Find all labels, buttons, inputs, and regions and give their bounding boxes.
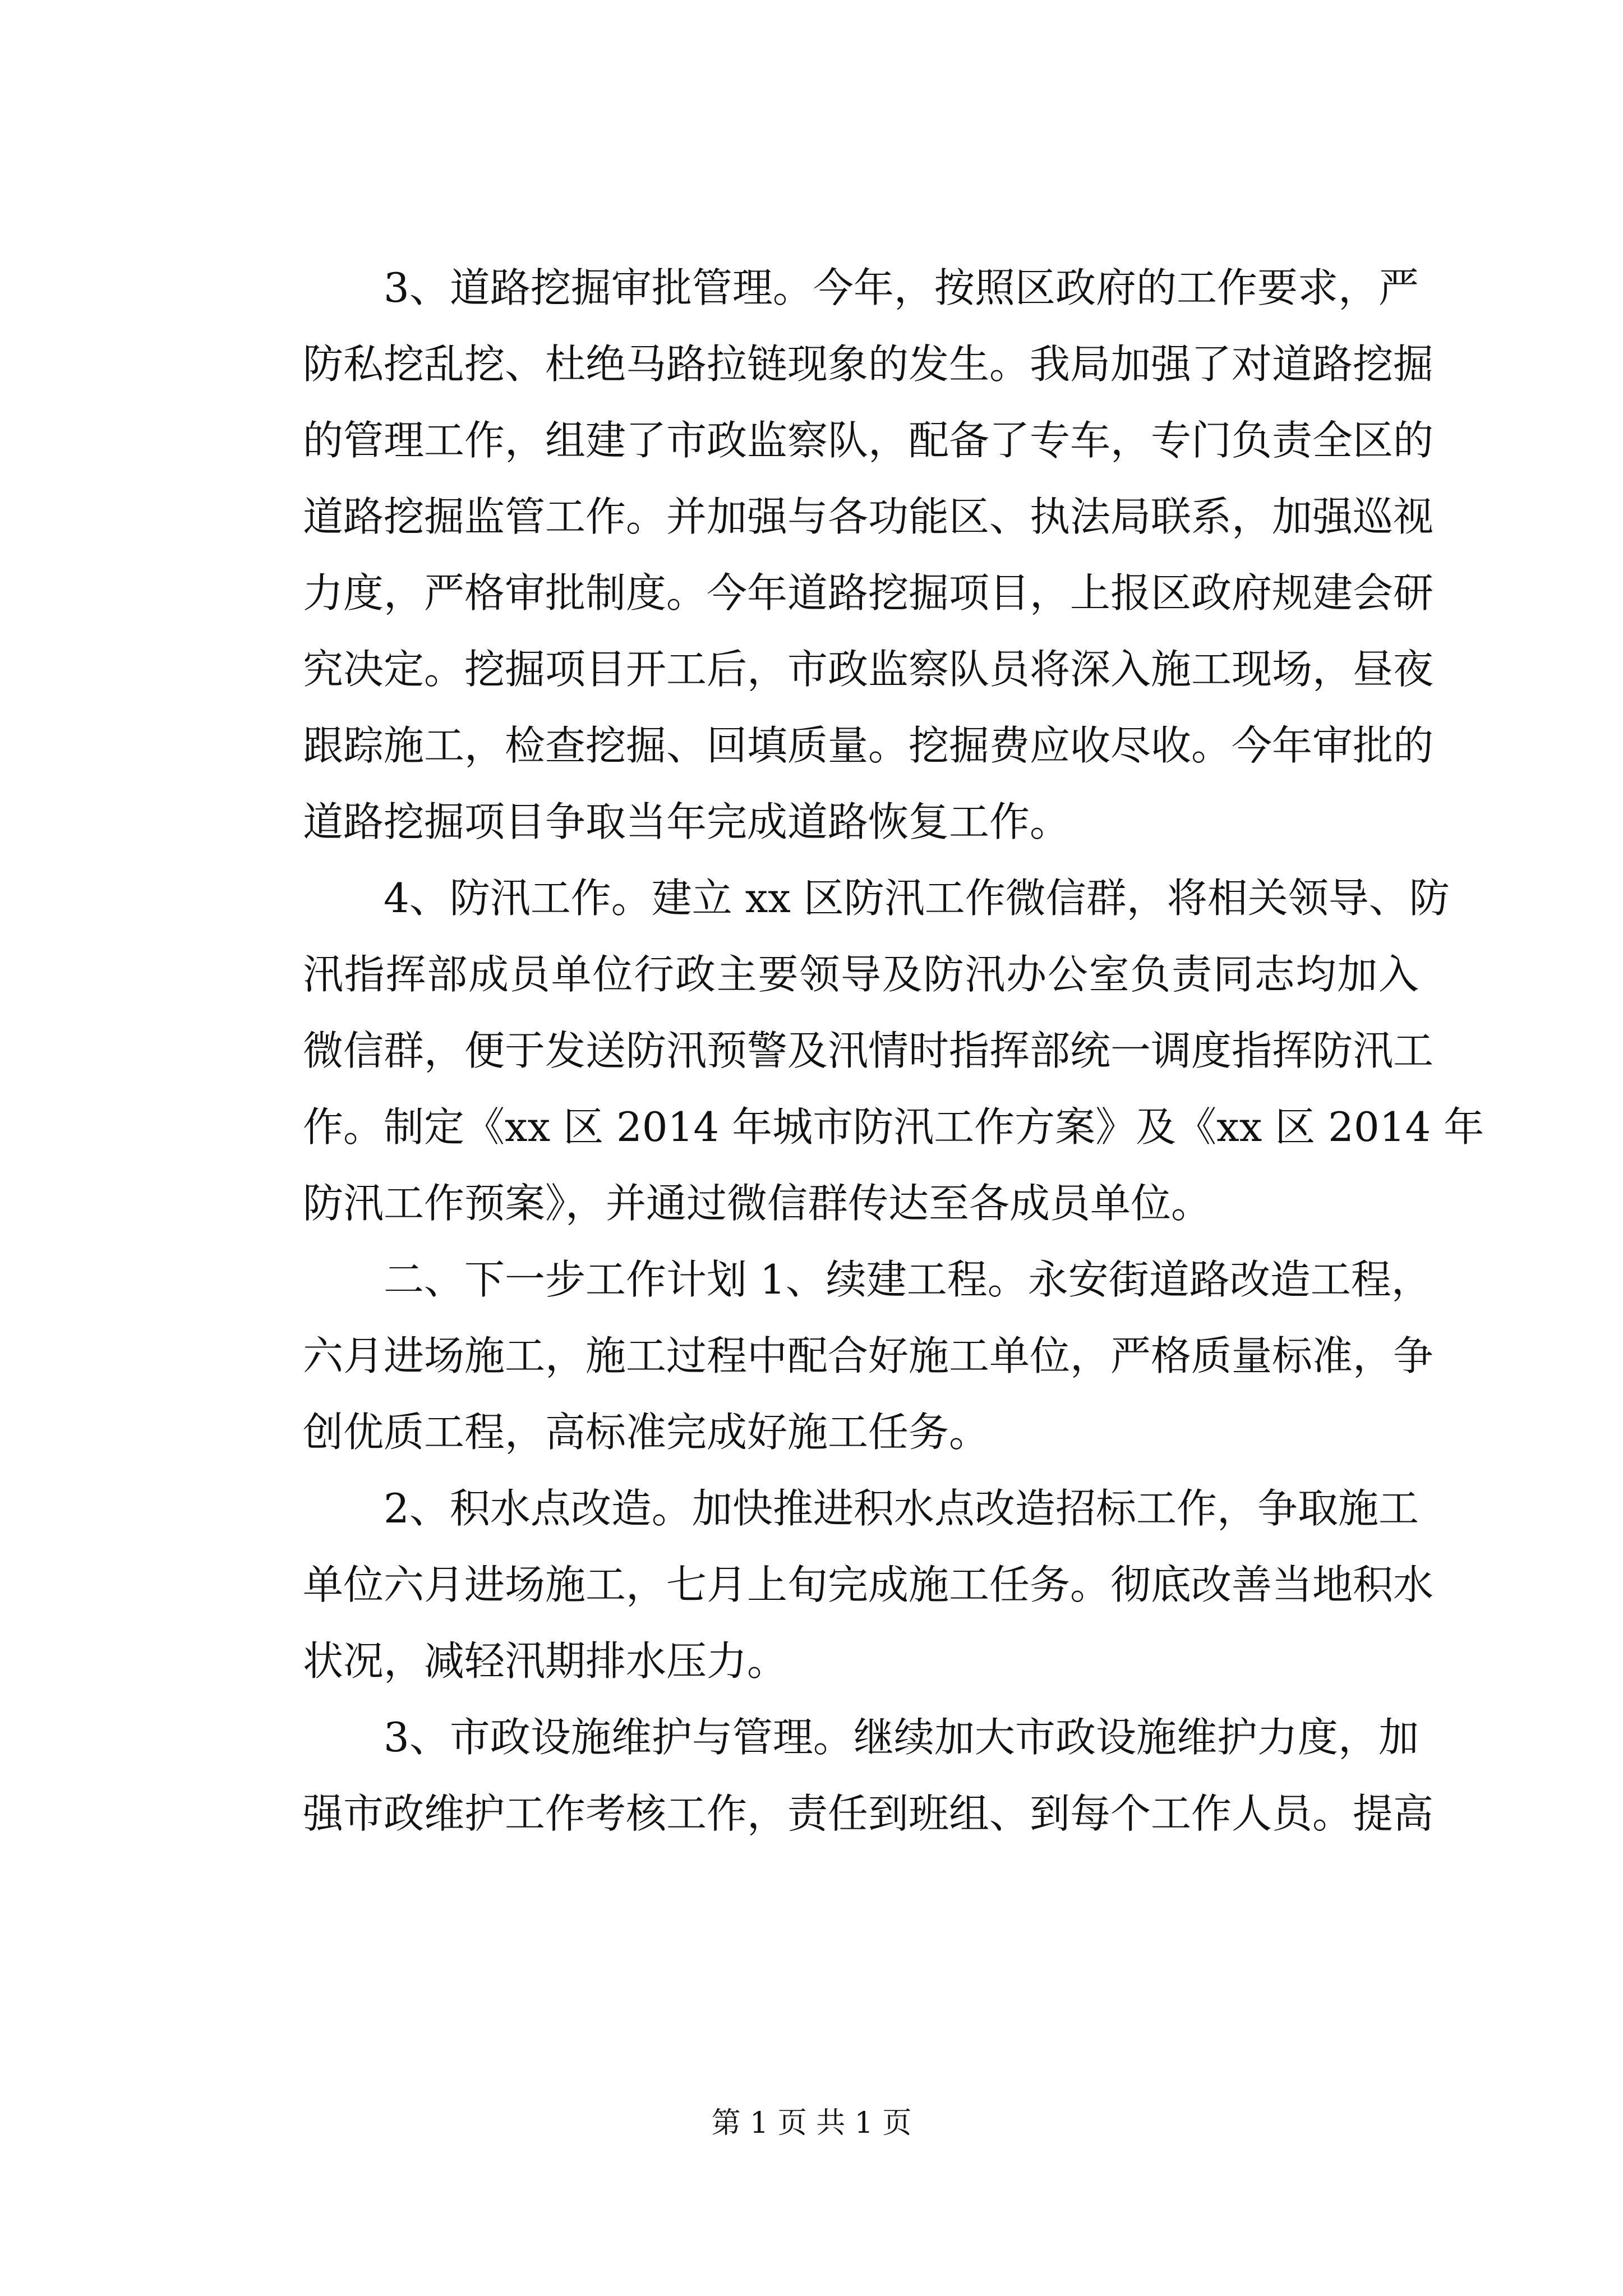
text-line: 汛指挥部成员单位行政主要领导及防汛办公室负责同志均加入 bbox=[303, 951, 1419, 998]
text-line: 3、道路挖掘审批管理。今年，按照区政府的工作要求，严 bbox=[303, 264, 1419, 311]
text-line: 单位六月进场施工，七月上旬完成施工任务。彻底改善当地积水 bbox=[303, 1561, 1434, 1608]
text-line: 作。制定《xx 区 2014 年城市防汛工作方案》及《xx 区 2014 年 bbox=[303, 1103, 1484, 1151]
page-footer: 第 1 页 共 1 页 bbox=[711, 2106, 912, 2140]
text-line: 力度，严格审批制度。今年道路挖掘项目，上报区政府规建会研 bbox=[303, 569, 1434, 616]
text-line: 道路挖掘监管工作。并加强与各功能区、执法局联系，加强巡视 bbox=[303, 493, 1434, 540]
text-line: 六月进场施工，施工过程中配合好施工单位，严格质量标准，争 bbox=[303, 1332, 1434, 1379]
text-line: 究决定。挖掘项目开工后，市政监察队员将深入施工现场，昼夜 bbox=[303, 646, 1434, 693]
text-line: 2、积水点改造。加快推进积水点改造招标工作，争取施工 bbox=[303, 1485, 1419, 1532]
document-body bbox=[303, 250, 1484, 1852]
text-line: 跟踪施工，检查挖掘、回填质量。挖掘费应收尽收。今年审批的 bbox=[303, 722, 1434, 769]
text-line: 二、下一步工作计划 1、续建工程。永安街道路改造工程， bbox=[303, 1256, 1432, 1303]
text-line: 微信群，便于发送防汛预警及汛情时指挥部统一调度指挥防汛工 bbox=[303, 1027, 1434, 1074]
text-line: 状况，减轻汛期排水压力。 bbox=[303, 1637, 788, 1685]
text-line: 创优质工程，高标准完成好施工任务。 bbox=[303, 1409, 990, 1456]
text-line: 强市政维护工作考核工作，责任到班组、到每个工作人员。提高 bbox=[303, 1790, 1434, 1837]
text-line: 的管理工作，组建了市政监察队，配备了专车，专门负责全区的 bbox=[303, 417, 1434, 464]
text-line: 3、市政设施维护与管理。继续加大市政设施维护力度，加 bbox=[303, 1714, 1419, 1761]
text-line: 道路挖掘项目争取当年完成道路恢复工作。 bbox=[303, 798, 1071, 845]
text-line: 4、防汛工作。建立 xx 区防汛工作微信群，将相关领导、防 bbox=[303, 875, 1450, 922]
text-line: 防私挖乱挖、杜绝马路拉链现象的发生。我局加强了对道路挖掘 bbox=[303, 341, 1434, 388]
text-line: 防汛工作预案》，并通过微信群传达至各成员单位。 bbox=[303, 1180, 1212, 1227]
